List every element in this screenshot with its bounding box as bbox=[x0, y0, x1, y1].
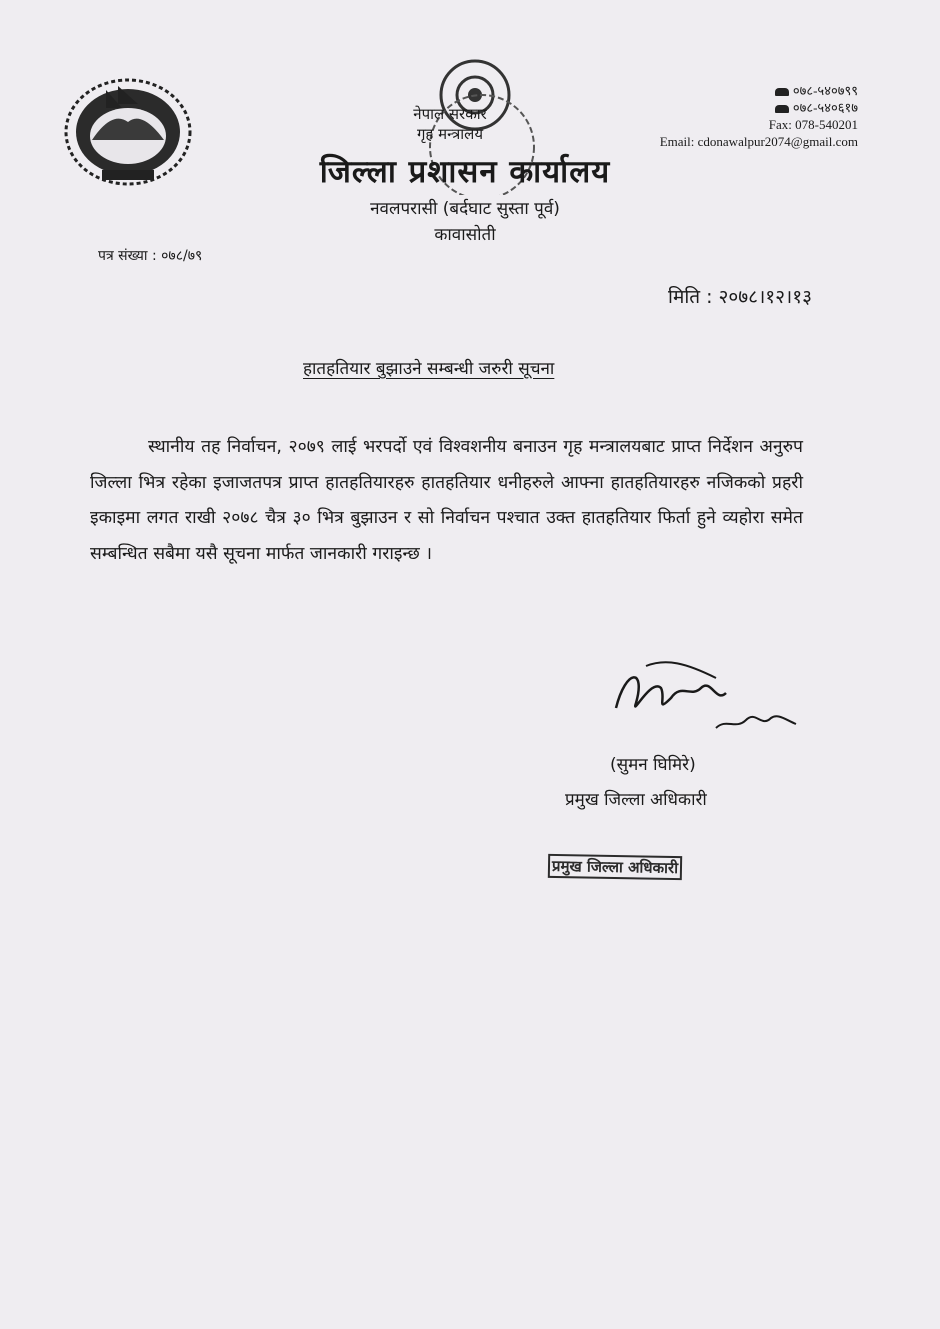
letter-date: मिति : २०७८।१२।१३ bbox=[668, 286, 812, 308]
government-name: नेपाल सरकार bbox=[413, 105, 487, 123]
phone-row-1 bbox=[660, 82, 858, 99]
office-name: जिल्ला प्रशासन कार्यालय bbox=[319, 154, 611, 190]
signatory-title: प्रमुख जिल्ला अधिकारी bbox=[565, 790, 707, 810]
fax-number: Fax: 078-540201 bbox=[768, 117, 858, 132]
phone-number-2: ०७८-५४०६१७ bbox=[792, 100, 858, 115]
signatory-name: (सुमन घिमिरे) bbox=[610, 755, 696, 775]
office-town: कावासोती bbox=[434, 225, 496, 245]
phone-icon bbox=[775, 88, 789, 96]
ministry-name: गृह मन्त्रालय bbox=[416, 125, 484, 143]
email-address: Email: cdonawalpur2074@gmail.com bbox=[659, 134, 858, 149]
official-stamp bbox=[548, 854, 682, 880]
letter-reference: पत्र संख्या : ०७८/७९ bbox=[98, 248, 203, 264]
contact-block bbox=[660, 82, 858, 150]
letter-body: स्थानीय तह निर्वाचन, २०७९ लाई भरपर्दो एवं विश्वशनीय बनाउन गृह मन्त्रालयबाट प्राप्त निर्देशन अनुरुप जिल्ला भित्र रहेका इजाजतपत्र प्राप्त हातहतियारहरु हातहतियार धनीहरुले आफ्ना हातहतियारहरु नजिकको प्रहरी इकाइमा लगत राखी २०७८ चैत्र ३० भित्र बुझाउन र सो निर्वाचन पश्चात उक्त हातहतियार फिर्ता हुने व्यहोरा समेत सम्बन्धित सबैमा यसै सूचना मार्फत जानकारी गराइन्छ । bbox=[90, 437, 803, 564]
letter-subject: हातहतियार बुझाउने सम्बन्धी जरुरी सूचना bbox=[303, 359, 555, 379]
phone-row-2 bbox=[660, 99, 858, 116]
office-location: नवलपरासी (बर्दघाट सुस्ता पूर्व) bbox=[370, 199, 560, 219]
signature-icon bbox=[606, 658, 806, 740]
phone-icon bbox=[775, 105, 789, 113]
stamp-text: प्रमुख जिल्ला अधिकारी bbox=[548, 854, 682, 880]
phone-number-1: ०७८-५४०७९९ bbox=[792, 83, 858, 98]
